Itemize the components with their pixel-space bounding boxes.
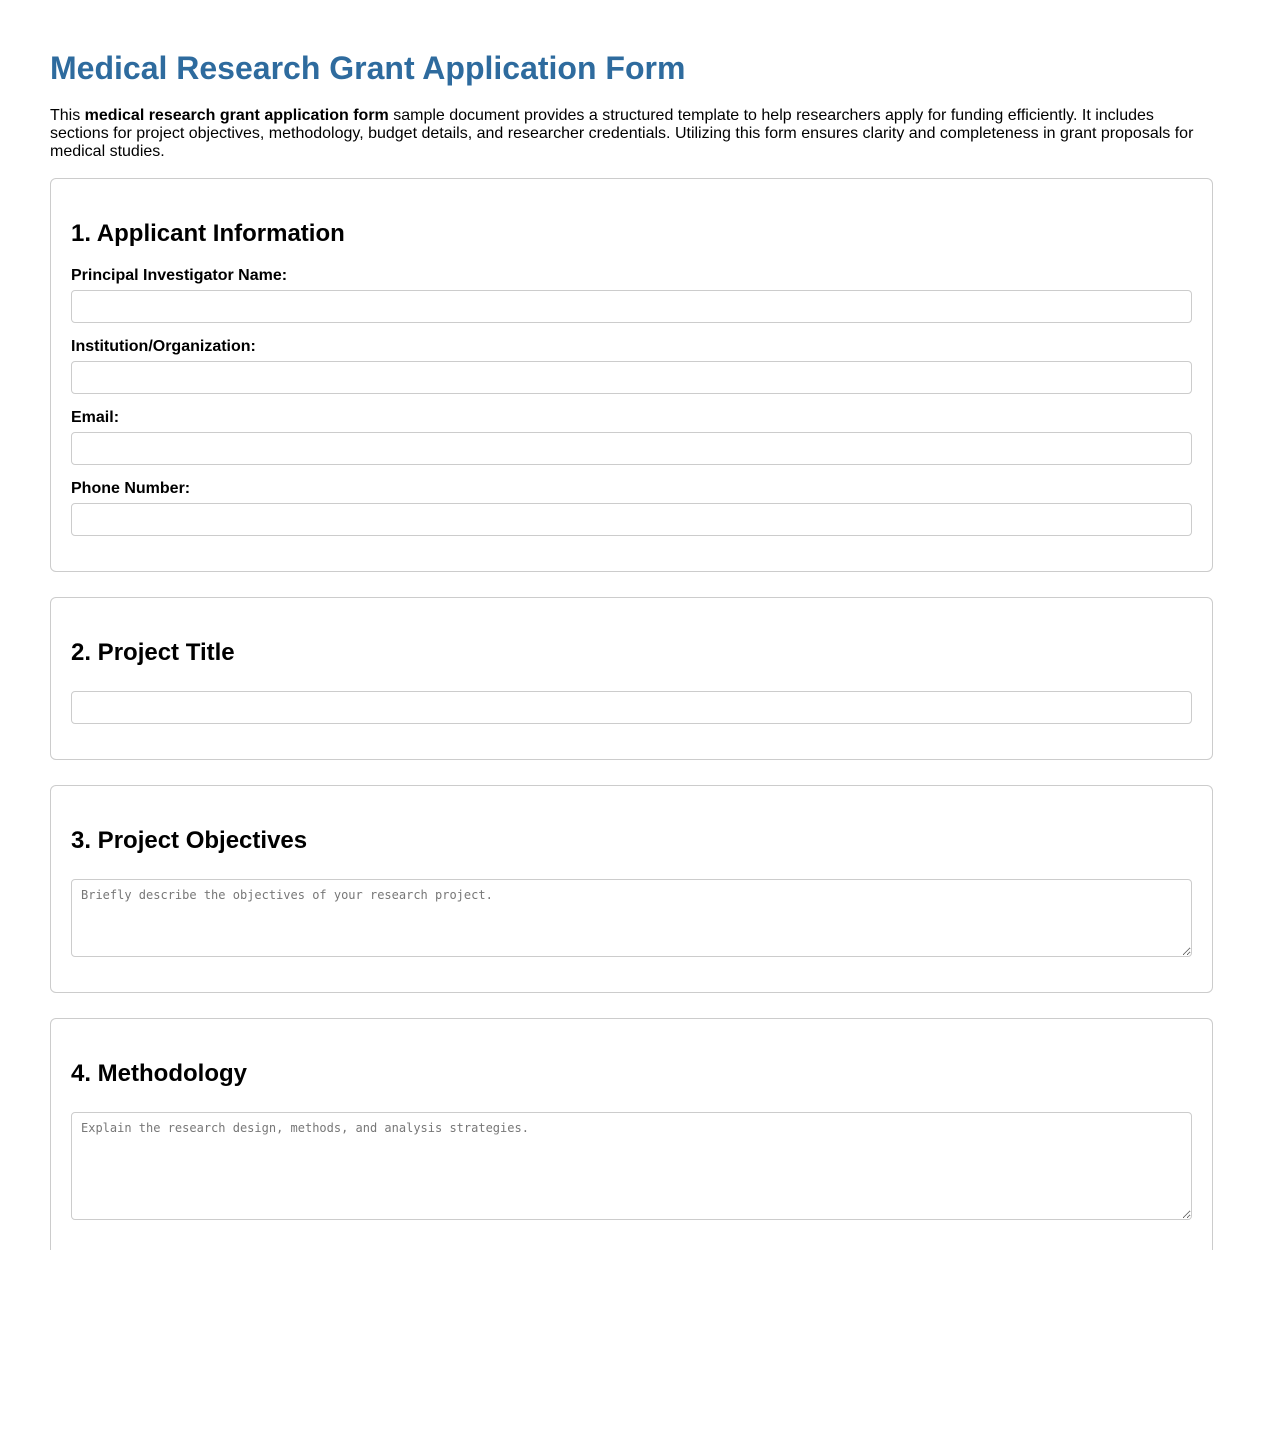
institution-input[interactable] (71, 361, 1192, 394)
section-project-objectives (50, 785, 1213, 993)
pi-name-label: Principal Investigator Name: (71, 267, 288, 284)
section-heading: 2. Project Title (71, 639, 235, 666)
section-project-title (50, 597, 1213, 760)
section-methodology (50, 1018, 1213, 1250)
intro-suffix: sample document provides a structured template to help researchers apply for funding efficiently. It includes sections for project objectives, methodology, budget details, and researcher credentials. Utilizing this form ensures clarity and completeness in grant proposals for medical studies. (50, 107, 1194, 160)
methodology-textarea[interactable] (71, 1112, 1192, 1220)
intro-paragraph (50, 107, 1213, 161)
intro-bold: medical research grant application form (84, 107, 389, 124)
phone-input[interactable] (71, 503, 1192, 536)
institution-label: Institution/Organization: (71, 338, 256, 355)
section-heading: 1. Applicant Information (71, 220, 345, 247)
section-applicant-information (50, 178, 1213, 572)
page-title: Medical Research Grant Application Form (50, 50, 686, 86)
email-label: Email: (71, 409, 120, 426)
section-heading: 4. Methodology (71, 1060, 247, 1087)
section-heading: 3. Project Objectives (71, 827, 308, 854)
project-objectives-textarea[interactable] (71, 879, 1192, 957)
pi-name-input[interactable] (71, 290, 1192, 323)
project-title-input[interactable] (71, 691, 1192, 724)
intro-prefix: This (50, 107, 85, 124)
email-input[interactable] (71, 432, 1192, 465)
phone-label: Phone Number: (71, 480, 191, 497)
